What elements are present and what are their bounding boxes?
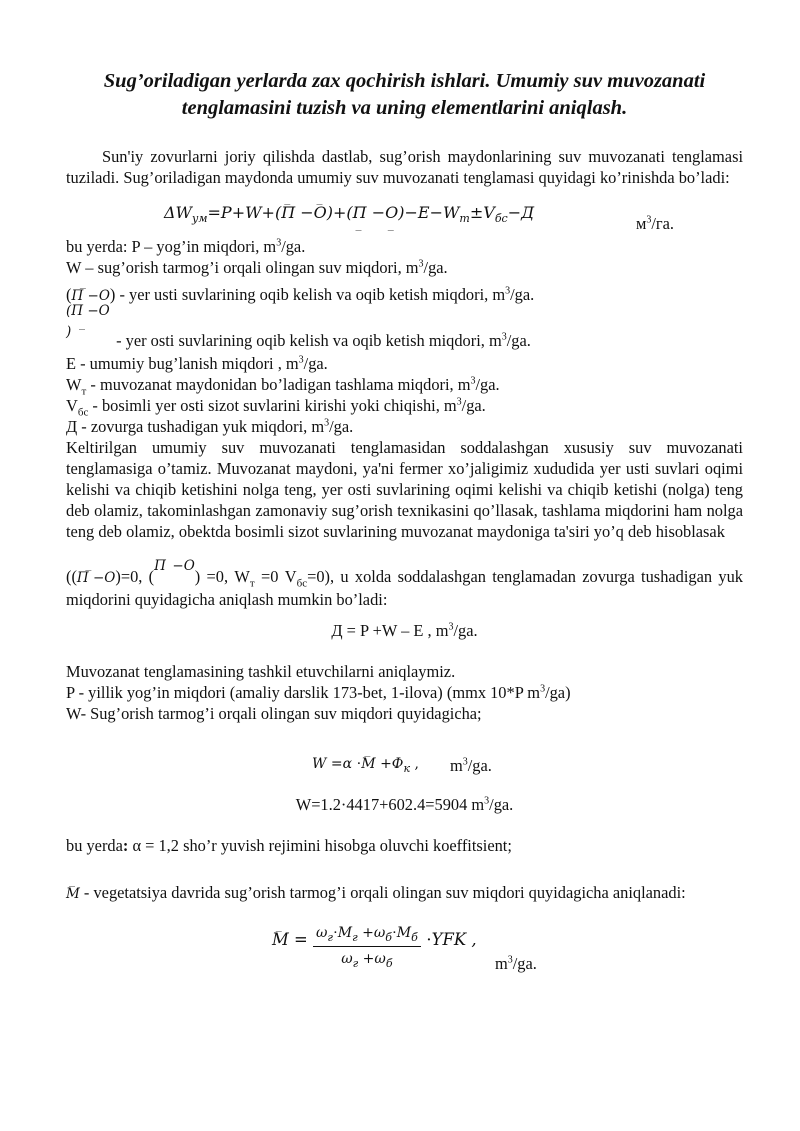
document-title: Sug’oriladigan yerlarda zax qochirish ishlari. Umumiy suv muvozanati tenglamasini tuzish va uning elementlarini aniqlash.	[103, 70, 706, 119]
main-equation-unit: $м^3/га$.	[636, 214, 675, 233]
drain-load-equation: Д = P +W – E , $m^3/ga$.	[331, 621, 478, 640]
vegetation-water-formula: _ M = $\frac{\omega_г\cdot M_г +\omega_б\cdot M_б}{\omega_г +\omega_б}$ ⋅YFK ,	[272, 923, 477, 970]
irrigation-water-equation	[66, 750, 743, 780]
components-heading: Muvozanat tenglamasining tashkil etuvchilarni aniqlaymiz.	[66, 662, 456, 681]
def-discharge: $W_т$ - muvozanat maydonidan bo’ladigan tashlama miqdori, $m^3/ga$.	[66, 375, 500, 398]
alpha-definition: bu yerda: α = 1,2 sho’r yuvish rejimini hisobga oluvchi koeffitsient;	[66, 836, 512, 855]
ground-flow-symbol: (П −O _)	[66, 301, 112, 343]
vegetation-fraction: $\frac{\omega_г\cdot M_г +\omega_б\cdot M_б}{\omega_г +\omega_б}$	[313, 923, 421, 970]
def-irrigation-water: W – sug’orish tarmog’i orqali olingan suv miqdori, $m^3/ga$.	[66, 258, 448, 277]
irrigation-water-formula: W =α ⋅_ $M +Ф_к$ ,	[312, 754, 419, 775]
def-drain-load: Д - zovurga tushadigan yuk miqdori, $m^3/ga$.	[66, 417, 354, 436]
def-surface-flow: (_ П −O) - yer usti suvlarining oqib kelish va oqib ketish miqdori, $m^3/ga$.	[66, 284, 743, 307]
vegetation-water-unit: $m^3/ga$.	[495, 954, 537, 973]
main-equation-formula: $\Delta W_{ум}=P+W+(\_$ П −_ O)+(П _ −O $\_)-E-W_т\pm V_{бс}-Д$	[164, 202, 534, 223]
precipitation-line: P - yillik yog’in miqdori (amaliy darslik 173-bet, 1-ilova) (mmx 10*P $m^3/ga$)	[66, 683, 571, 702]
main-balance-equation	[66, 192, 743, 236]
simplification-conditions: ((_ П −O)=0, ($^{П -O}$) =0, $W_т =0$ $V_{бс}=0$), u xolda soddalashgan tenglamadan zovurga tushadigan yuk miqdorini quyidagicha aniqlash mumkin bo’ladi:	[66, 566, 743, 610]
def-ground-flow: (П −O _) - yer osti suvlarining oqib kelish va oqib ketish miqdori, $m^3/ga$.	[66, 311, 743, 353]
intro-paragraph: Sun'iy zovurlarni joriy qilishda dastlab, sug’orish maydonlarining suv muvozanati tenglamasi tuziladi. Sug’oriladigan maydonda umumiy suv muvozanati tenglamasi quyidagi ko’rinishda bo’ladi:	[66, 147, 743, 187]
irrigation-water-unit: $m^3/ga$.	[450, 756, 492, 775]
def-evaporation: E - umumiy bug’lanish miqdori , $m^3/ga$.	[66, 354, 328, 373]
irrigation-water-line: W- Sug’orish tarmog’i orqali olingan suv miqdori quyidagicha;	[66, 704, 482, 723]
m-definition: _ M - vegetatsiya davrida sug’orish tarmog’i orqali olingan suv miqdori quyidagicha aniqlanadi:	[66, 882, 743, 905]
def-precipitation: bu yerda: P – yog’in miqdori, $m^3/ga$.	[66, 237, 306, 256]
simplification-paragraph: Keltirilgan umumiy suv muvozanati tenglamasidan soddalashgan xususiy suv muvozanati tenglamasiga o’tamiz. Muvozanat maydoni, ya'ni fermer xo’jaligimiz xududida yer usti suvlari oqimi kelishi va chiqib ketishini nolga teng, yer osti suvlarining oqimi kelishi va chiqib ketishi (nolga) teng deb olamiz, takominlashgan zamonaviy sug’orish texnikasini qo’llasak, tashlama miqdorini ham nolga teng deb olamiz, obektda bosimli sizot suvlarining muvozanat maydoniga ta'siri yo’q deb hisoblasak	[66, 438, 743, 541]
vegetation-water-equation	[66, 923, 743, 979]
def-pressure-groundwater: $V_{бс}$ - bosimli yer osti sizot suvlarini kirishi yoki chiqishi, $m^3/ga$.	[66, 396, 486, 419]
irrigation-water-calculation: W=1.2·4417+602.4=5904 $m^3/ga$.	[295, 795, 514, 814]
